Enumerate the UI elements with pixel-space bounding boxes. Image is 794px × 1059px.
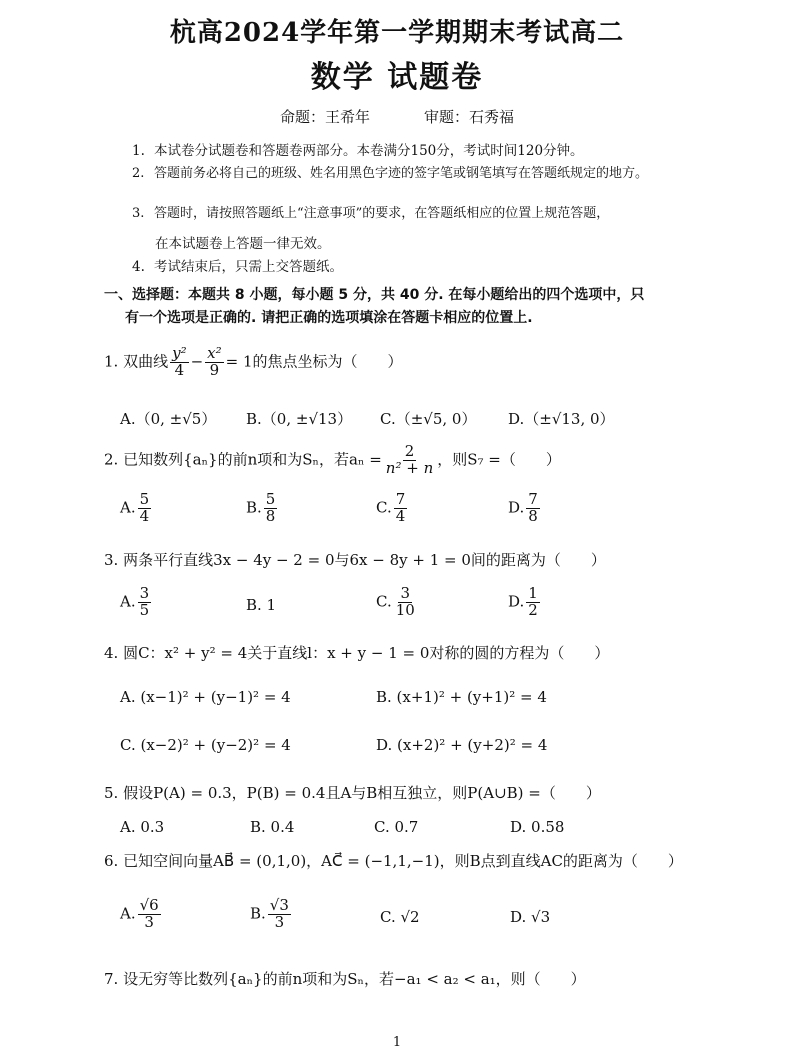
q3-option-a: A. $\frac{3}{5}$ — [120, 584, 150, 619]
question-4: 4. 圆C：x² + y² = 4关于直线l：x + y − 1 = 0对称的圆的方程为（ ） — [104, 644, 610, 662]
exam-subtitle: 数学 试题卷 — [310, 60, 484, 95]
note-2: 2. 答题前务必将自己的班级、姓名用黑色字迹的签字笔或钢笔填写在答题纸规定的地方。 — [132, 166, 649, 181]
section-heading-line2: 有一个选项是正确的. 请把正确的选项填涂在答题卡相应的位置上. — [125, 310, 533, 326]
q3-option-d: D. $\frac{1}{2}$ — [508, 584, 538, 619]
q1-option-a: A.（0, ±√5） — [120, 410, 217, 428]
q5-option-d: D. 0.58 — [510, 818, 565, 836]
q6-option-d: D. √3 — [510, 908, 551, 926]
question-3: 3. 两条平行直线3x − 4y − 2 = 0与6x − 8y + 1 = 0间的距离为（ ） — [104, 551, 606, 569]
setter: 命题：王希年 — [279, 108, 370, 126]
q4-option-d: D. (x+2)² + (y+2)² = 4 — [376, 736, 548, 754]
q2-option-d: D. $\frac{7}{8}$ — [508, 490, 538, 525]
section-heading-line1: 一、选择题：本题共 8 小题，每小题 5 分，共 40 分. 在每小题给出的四个选项中，只 — [104, 287, 645, 303]
author-line — [0, 106, 794, 127]
fraction-x2-9: $\frac{\text{x²}}{9}$ — [207, 344, 222, 379]
question-1: 1. 双曲线 $\frac{\text{y²}}{4}$ − $\frac{\text{x²}}{9}$ = 1的焦点坐标为（ ） — [104, 344, 403, 379]
question-6: 6. 已知空间向量AB⃗ = (0,1,0)，AC⃗ = (−1,1,−1)，则B点到直线AC的距离为（ ） — [104, 852, 683, 870]
q6-option-a: A. $\frac{√6}{3}$ — [120, 896, 159, 931]
q1-option-c: C.（±√5, 0） — [380, 410, 477, 428]
q3-option-b: B. 1 — [246, 596, 277, 614]
page-number: 1 — [392, 1035, 402, 1050]
q2-option-b: B. $\frac{5}{8}$ — [246, 490, 276, 525]
q5-option-c: C. 0.7 — [374, 818, 419, 836]
q2-option-c: C. $\frac{7}{4}$ — [376, 490, 406, 525]
q1-option-b: B.（0, ±√13） — [246, 410, 353, 428]
q4-option-b: B. (x+1)² + (y+1)² = 4 — [376, 688, 547, 706]
exam-title: 杭高2024学年第一学期期末考试高二 — [169, 18, 625, 48]
question-5: 5. 假设P(A) = 0.3，P(B) = 0.4且A与B相互独立，则P(A∪B) =（ ） — [104, 784, 601, 802]
fraction-2-over-n2n: $\frac{2}{\text{n² + n}}$ — [385, 442, 434, 477]
reviewer: 审题：石秀福 — [424, 108, 515, 126]
note-1: 1. 本试卷分试题卷和答题卷两部分。本卷满分150分，考试时间120分钟。 — [132, 143, 584, 159]
q4-option-a: A. (x−1)² + (y−1)² = 4 — [120, 688, 291, 706]
q5-option-a: A. 0.3 — [120, 818, 165, 836]
question-7: 7. 设无穷等比数列{aₙ}的前n项和为Sₙ，若−a₁ < a₂ < a₁，则（ ） — [104, 970, 586, 988]
q6-option-c: C. √2 — [380, 908, 420, 926]
question-2: 2. 已知数列{aₙ}的前n项和为Sₙ，若aₙ = $\frac{2}{\text{n² + n}}$ ，则S₇ =（ ） — [104, 442, 561, 477]
q4-option-c: C. (x−2)² + (y−2)² = 4 — [120, 736, 291, 754]
q2-option-a: A. $\frac{5}{4}$ — [120, 490, 150, 525]
note-3-continued: 在本试题卷上答题一律无效。 — [155, 236, 331, 252]
q6-option-b: B. $\frac{√3}{3}$ — [250, 896, 289, 931]
q1-option-d: D.（±√13, 0） — [508, 410, 615, 428]
q3-option-c: C. $\frac{3}{10}$ — [376, 584, 415, 619]
note-4: 4. 考试结束后，只需上交答题纸。 — [132, 259, 343, 275]
q5-option-b: B. 0.4 — [250, 818, 295, 836]
note-3: 3. 答题时，请按照答题纸上“注意事项”的要求，在答题纸相应的位置上规范答题， — [132, 206, 610, 221]
fraction-y2-4: $\frac{\text{y²}}{4}$ — [172, 344, 187, 379]
